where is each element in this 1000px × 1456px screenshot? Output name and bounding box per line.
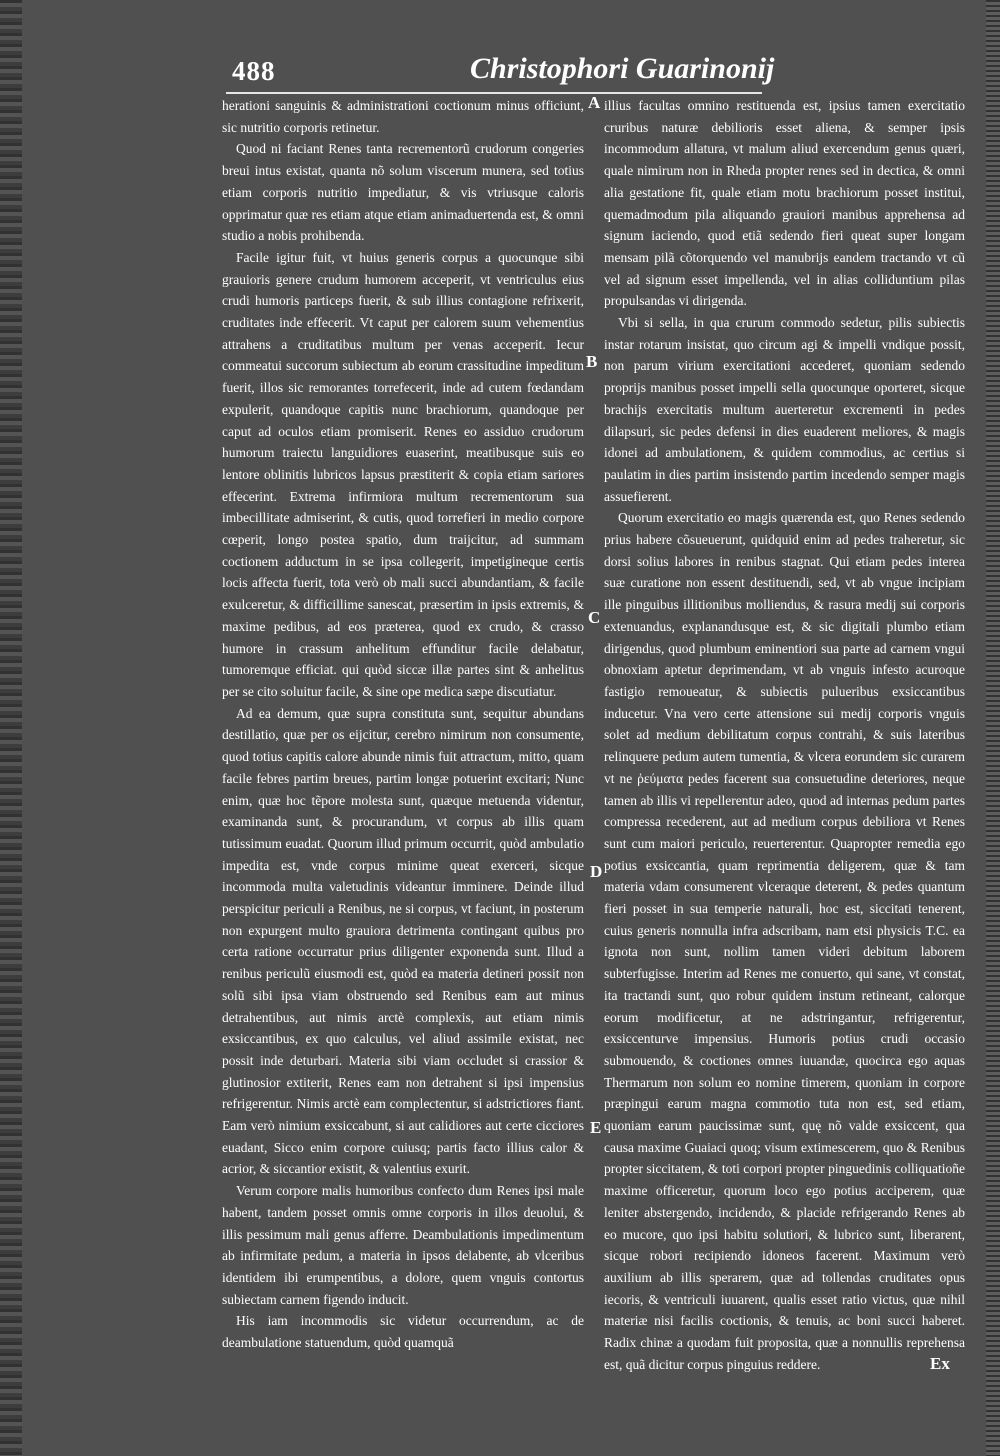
margin-marker-d: D bbox=[590, 862, 603, 881]
paragraph: illius facultas omnino restituenda est, ipsius tamen exercitatio cruribus naturæ debilioris esset aliena, & semper ipsis incommodum allatura, vt malum aliud exercendum genus quæri, quale nimirum non in Rheda propter renes sed in dectica, & omni alia gestatione fit, quale etiam motu brachiorum posset institui, quemadmodum pila aliquando grauiori manibus apprehensa ad signum iaciendo, quod etiã sedendo fieri queat super longam mensam pilã cõtorquendo vel manubrijs eandem tractando vt cũ vel ad signum esset impellenda, vel in alias colliduntium pilas propulsandas vi dirigenda. bbox=[604, 98, 965, 309]
header-rule bbox=[226, 92, 762, 94]
page-edge-left bbox=[0, 0, 22, 1456]
right-column bbox=[604, 95, 965, 1375]
paragraph: Vbi si sella, in qua crurum commodo sedetur, pilis subiectis instar rotarum insistat, quo circum agi & impelli vndique possit, non parum virium exercitationi accederet, quoniam sedendo proprijs manibus posset impelli sella quocunque oporteret, sicque brachijs exercitatis multum auerteretur excrementi in pedes dilapsuri, sic pedes defensi in dies euaderent meliores, & magis idonei ad ambulationem, & quidem commodius, ac certius si paulatim in dies partim insistendo partim incedendo semper magis assuefierent. bbox=[604, 315, 965, 504]
catchword: Ex bbox=[930, 1354, 950, 1373]
page-edge-right bbox=[986, 0, 1000, 1456]
margin-marker-e: E bbox=[590, 1118, 602, 1137]
margin-marker-a: A bbox=[588, 93, 601, 112]
paragraph: Quod ni faciant Renes tanta recrementorũ crudorum congeries breui intus existat, quanta nõ solum viscerum munera, sed totius etiam corporis nutritio impediatur, & vis vtriusque caloris opprimatur quæ res etiam atque etiam animaduertenda est, & omni studio a nobis prohibenda. bbox=[222, 141, 584, 244]
left-column bbox=[222, 95, 584, 1354]
paragraph: Facile igitur fuit, vt huius generis corpus a quocunque sibi grauioris genere crudum humorem acceperit, vt ventriculus eius crudi humoris particeps fuerit, & sub illius contagione refrixerit, cruditates inde effecerit. Vt caput per calorem suum vehementius attrahens a cruditatibus multum per venas acceperit. Iecur commeatui succorum subiectum ab eorum crassitudine impeditum fuerit, illos sic remorantes torrefecerit, inde ad cutem fœdandam expulerit, quandoque capitis nunc brachiorum, quandoque per caput ad oculos etiam promiserit. Renes eo assiduo crudorum humorum traiectu languidiores euaserint, meatibusque suis eo lentore oblinitis lubricos lapsus præstiterit & copia etiam sariores effecerint. Extrema infirmiora multum recrementorum sua imbecillitate admiserint, & cutis, quod torrefieri in medio corpore cœperit, longo postea spatio, dum traijcitur, ad summam coctionem adductum in se ipsa collegerit, impetigineque certis locis affecta fuerit, tota verò ob mali succi abundantiam, & facile exulceretur, & difficillime sanescat, præsertim in ipsis extremis, & maxime pedibus, ad eos præterea, quod ex crudo, & crasso humore in crassum anhelitum effunditur facile delabatur, tumoremque efficiat. qui quòd siccæ illæ partes sint & anhelitus per se cito soluitur facile, & sine ope medica sæpe discutiatur. bbox=[222, 249, 584, 699]
paragraph: His iam incommodis sic videtur occurrendum, ac de deambulatione statuendum, quòd quamquã bbox=[222, 1313, 584, 1351]
running-head: Christophori Guarinonij bbox=[470, 52, 775, 85]
page-number: 488 bbox=[232, 56, 276, 86]
paragraph: Ad ea demum, quæ supra constituta sunt, sequitur abundans destillatio, quæ per os eijcitur, cerebro nimirum non consumente, quod totius capitis calore abunde nimis fuit attractum, mitto, quam facile febres partim breues, partim longæ potuerint excitari; Nunc enim, quæ hoc tẽpore molesta sunt, quæque metuenda videntur, examinanda sunt, & procurandum, vt corpus ab illis quam tutissimum euadat. Quorum illud primum occurrit, quòd ambulatio impedita est, vnde corpus minime queat exerceri, sicque incommoda multa valetudinis videantur imminere. Deinde illud perspicitur periculi a Renibus, ne si corpus, vt faciunt, in posterum non expurgent multo grauiora detrimenta contingant quibus pro certa ratione occurratur prius diligenter exponenda sunt. Illud a renibus periculũ eiusmodi est, quòd ea materia detineri possit non solũ sibi ipsa viam obstruendo sed Renibus eam aut minus detrahentibus, aut nimis arctè complexis, aut etiam nimis exsiccantibus, ex quo calculus, vel aliud assimile existat, nec possit inde deturbari. Materia sibi viam occludet si crassior & glutinosior extiterit, Renes eam non detrahent si ipsi impensius refrigerentur. Nimis arctè eam complectentur, si adstrictiores fiant. Eam verò nimium exsiccabunt, si aut calidiores aut certe cicciores euadant, Sicco enim corpore cuiusq; partis facto illius calor & acrior, & siccantior existit, & valentius exurit. bbox=[222, 705, 584, 1177]
margin-marker-b: B bbox=[586, 352, 598, 371]
paragraph: Verum corpore malis humoribus confecto dum Renes ipsi male habent, tandem posset omnis omne corporis in illos deuolui, & illis pessimum mali genus afferre. Deambulationis impedimentum ab infirmitate pedum, a materia in ipsos delabente, ab vlceribus identidem ibi erumpentibus, a dolore, quem vnguis contortus subiectam carnem figendo inducit. bbox=[222, 1183, 584, 1307]
margin-marker-c: C bbox=[588, 608, 601, 627]
paragraph: herationi sanguinis & administrationi coctionum minus officiunt, sic nutritio corporis retinetur. bbox=[222, 98, 584, 135]
paragraph: Quorum exercitatio eo magis quærenda est, quo Renes sedendo prius habere cõsueuerunt, quidquid enim ad pedes traheretur, sic dorsi solius labores in renibus stagnat. Qui etiam pedes interea suæ curatione non essent destituendi, sed, vt ab vngue incipiam ille pinguibus illitionibus molliendus, & rasura medij sui corporis extenuandus, explanandusque est, & sic digitali plumbo etiam dirigendus, quod plumbum eminentiori sua parte ad carnem vngui obnoxiam aptetur deprimendam, vt ab vnguis infesto acuroque fastigio remoueatur, & subiectis pulueribus exsiccantibus inducetur. Vna vero certe attensione sui medij corporis vnguis solet ad medium debilitatum corpus contrahi, & suis lateribus relinquere pedum autem tumentia, & vlcera eorundem sic curarem vt ne ῥεύματα pedes facerent sua consuetudine deteriores, neque tamen ab illis vi repellerentur adeo, quod ad internas pedum partes compressa recederent, aut ad medium corpus debiliora vt Renes sunt cum maiori periculo, reuerterentur. Quapropter remedia ego potius exsiccantia, quam reprimentia deligerem, quæ & tam materia vdam consumerent vlceraque deterent, & pedes quantum fieri posset in sua temperie naturali, hoc est, siccitati tenerent, cuius generis nonnulla infra adscribam, nam etsi physicis T.C. ea ignota non sunt, nollim tamen videri debitum laborem subterfugisse. Interim ad Renes me conuerto, qui sane, vt constat, ita tractandi sunt, quo robur quidem instum retineant, calorque eorum modificetur, at ne adstringantur, refrigerentur, exsiccenturve impensius. Humoris potius crudi occasio submouendo, & coctiones omnes iuuandæ, quocirca ego aquas Thermarum non solum eo nomine timerem, quoniam in corpore præpingui earum magna commotio tuta non est, sed etiam, quoniam earum paucissimæ sunt, quę nõ valde exsiccent, qua causa maxime Guaiaci quoq; visum extimescerem, quo & Renibus propter siccitatem, & toti corpori propter pinguedinis colliquatioñe maxime officeretur, quorum loco ego potius acciperem, quæ leniter abstergendo, incidendo, & placide refrigerando Renes ab eo mucore, quo ipsi habitu solutiori, & lubrico sunt, liberarent, sicque robori recipiendo idoneos facerent. Maximum verò auxilium ab illis sperarem, quæ ad tollendas cruditates opus iecoris, & ventriculi iuuarent, qualis esset ratio victus, quæ nihil materiæ nisi facilis coctionis, & tenuis, ac boni succi haberet. Radix chinæ a quodam fuit proposita, quæ a nonnullis reprehensa est, quã dicitur corpus pinguius reddere. bbox=[604, 510, 965, 1372]
